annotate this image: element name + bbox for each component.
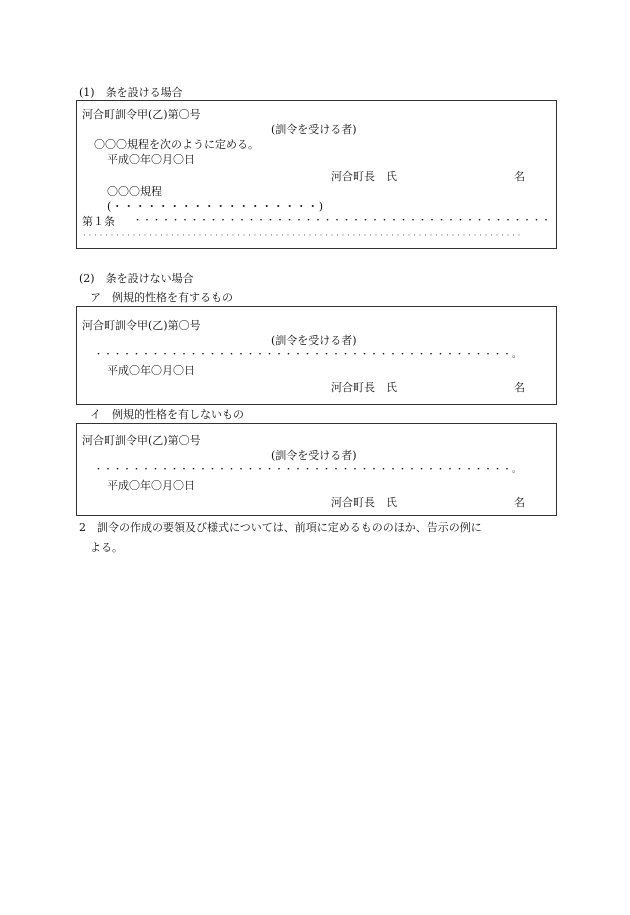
- article-dots: ・・・・・・・・・・・・・・・・・・・・・・・・・・・・・・・・・・・・・・・・・・・・: [133, 216, 552, 226]
- section-2a-example-box: [76, 306, 557, 405]
- section-2i-heading: イ 例規的性格を有しないもの: [90, 408, 244, 421]
- signer-title: 河合町長 氏: [331, 496, 397, 509]
- paragraph-2-line-1: 2 訓令の作成の要領及び様式については、前項に定めるもののほか、告示の例に: [79, 521, 482, 534]
- recipient-label: (訓令を受ける者): [271, 334, 357, 347]
- section-2-heading: (2) 条を設けない場合: [79, 272, 194, 285]
- date-text: 平成〇年〇月〇日: [107, 364, 195, 377]
- section-1-heading: (1) 条を設ける場合: [79, 86, 183, 99]
- order-number: 河合町訓令甲(乙)第〇号: [82, 434, 201, 447]
- article-label: 第１条: [82, 215, 115, 228]
- body-dots: ・・・・・・・・・・・・・・・・・・・・・・・・・・・・・・・・・・・・・・・・・・・・。: [94, 350, 522, 360]
- order-number: 河合町訓令甲(乙)第〇号: [82, 108, 201, 121]
- section-2a-heading: ア 例規的性格を有するもの: [90, 291, 233, 304]
- continued-dots: ・・・・・・・・・・・・・・・・・・・・・・・・・・・・・・・・・・・・・・・・・・・・・・・・・・・・・・・・・・・・・・・・・・・・・・・・・・・・・・・・: [82, 233, 523, 239]
- rule-subtitle: (・・・・・・・・・・・・・・・・・・): [107, 200, 324, 213]
- rule-title: 〇〇〇規程: [107, 185, 162, 198]
- recipient-label: (訓令を受ける者): [271, 449, 357, 462]
- signer-name: 名: [514, 381, 525, 394]
- signer-title: 河合町長 氏: [331, 381, 397, 394]
- date-text: 平成〇年〇月〇日: [107, 153, 195, 166]
- date-text: 平成〇年〇月〇日: [107, 479, 195, 492]
- order-number: 河合町訓令甲(乙)第〇号: [82, 319, 201, 332]
- recipient-label: (訓令を受ける者): [271, 123, 357, 136]
- signer-name: 名: [514, 170, 525, 183]
- intro-text: 〇〇〇規程を次のように定める。: [94, 138, 259, 151]
- section-1-example-box: [76, 100, 557, 249]
- section-2i-example-box: [76, 423, 557, 516]
- signer-name: 名: [514, 496, 525, 509]
- paragraph-2-line-2: よる。: [90, 541, 123, 554]
- signer-title: 河合町長 氏: [331, 170, 397, 183]
- body-dots: ・・・・・・・・・・・・・・・・・・・・・・・・・・・・・・・・・・・・・・・・・・・・。: [94, 465, 522, 475]
